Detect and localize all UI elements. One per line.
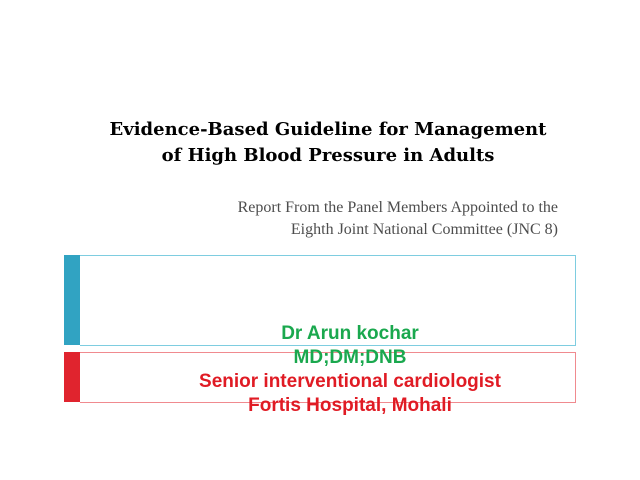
author-block — [100, 322, 600, 418]
slide-subtitle — [90, 197, 558, 241]
author-hospital: Fortis Hospital, Mohali — [248, 395, 452, 416]
blue-accent-bar — [64, 255, 80, 345]
title-line-2: of High Blood Pressure in Adults — [161, 145, 495, 166]
author-degrees: MD;DM;DNB — [293, 347, 407, 368]
title-line-1: Evidence-Based Guideline for Management — [109, 119, 547, 140]
slide-title — [60, 117, 596, 169]
author-name: Dr Arun kochar — [281, 323, 419, 344]
red-accent-bar — [64, 352, 80, 402]
author-position: Senior interventional cardiologist — [199, 371, 501, 392]
subtitle-line-1: Report From the Panel Members Appointed to the — [237, 199, 558, 216]
subtitle-line-2: Eighth Joint National Committee (JNC 8) — [290, 221, 558, 238]
